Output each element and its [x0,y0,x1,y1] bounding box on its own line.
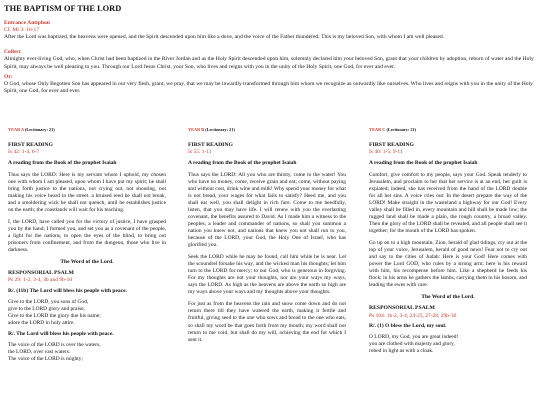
header-section [4,4,536,98]
year-heading [188,127,346,132]
column-year-a [8,127,166,367]
year-label: YEAR C [369,127,386,132]
lectionary-number: (Lectionary: 21) [24,127,55,132]
first-reading-label: FIRST READING [188,142,233,148]
reading-paragraph: Thus says the LORD: All you who are thirsty, come to the water! You who have no money, come, receive grain and eat; come, without paying and without cost, drink wine and milk! Why spend your money for what is not bread, your wages for what fails to satisfy? Heed me, and you shall eat well, you shall delight in rich fare. Come to me heedfully, listen, that you may have life. I will renew with you the everlasting covenant, the benefits assured to David. As I made him a witness to the peoples, a leader and commander of nations, so shall you summon a nation you knew not, and nations that knew you not shall run to you, because of the LORD, your God, the Holy One of Israel, who has glorified you. [188,171,346,249]
page-title: THE BAPTISM OF THE LORD [4,4,122,13]
year-label: YEAR B [188,127,205,132]
lectionary-number: (Lectionary: 21) [386,127,417,132]
collect-heading: Collect [4,49,21,56]
word-of-the-lord: The Word of the Lord. [421,294,475,301]
psalm-response: R/. (11b) The Lord will bless his people with peace. [8,288,127,295]
reading-paragraph: Go up on to a high mountain, Zion, herald of glad tidings, cry out at the top of your voice, Jerusalem, herald of good news! Fear not to cry out and say to the cities of Judah: Here is your God! Here comes with power the Lord GOD, who rules by a strong arm; here is his reward with him, his recompense before him. Like a shepherd he feeds his flock; in his arms he gathers the lambs, carrying them in his bosom, and leading the ewes with care. [369,240,527,289]
entrance-antiphon-heading: Entrance Antiphon [4,20,50,27]
reading-paragraph: For just as from the heavens the rain and snow come down and do not return there till they have watered the earth, making it fertile and fruitful, giving seed to the one who sows and bread to the one who eats, so shall my word be that goes forth from my mouth; my word shall not return to me void, but shall do my will, achieving the end for which I sent it. [188,301,346,343]
year-label: YEAR A [8,127,24,132]
collect-or-label: Or: [4,73,13,80]
reading-paragraph: Seek the LORD while he may be found, call him while he is near. Let the scoundrel forsake his way, and the wicked man his thoughts; let him turn to the LORD for mercy; to our God, who is generous in forgiving. For my thoughts are not your thoughts, nor are your ways my ways, says the LORD. As high as the heavens are above the earth so high are my ways above your ways and my thoughts above your thoughts. [188,254,346,296]
word-of-the-lord: The Word of the Lord. [60,259,114,266]
responsorial-psalm-label: RESPONSORIAL PSALM [8,270,74,277]
reading-intro: A reading from the Book of the prophet Isaiah [369,160,478,166]
first-reading-reference: Is 42: 1-4, 6-7 [8,149,40,156]
year-heading [8,127,166,132]
column-year-b [188,127,346,349]
lectionary-number: (Lectionary: 21) [205,127,235,132]
reading-paragraph: Comfort, give comfort to my people, says your God. Speak tenderly to Jerusalem, and proclaim to her that her service is at an end, her guilt is expiated; indeed, she has received from the hand of the LORD double for all her sins. A voice cries out: In the desert prepare the way of the LORD! Make straight in the wasteland a highway for our God! Every valley shall be filled in, every mountain and hill shall be made low; the rugged land shall be made a plain, the rough country, a broad valley. Then the glory of the LORD shall be revealed, and all people shall see it together; for the mouth of the LORD has spoken. [369,171,527,235]
column-year-c [369,127,527,359]
reading-paragraph: I, the LORD, have called you for the victory of justice, I have grasped you by the hand; I formed you, and set you as a covenant of the people, a light for the nations, to open the eyes of the blind, to bring out prisoners from confinement, and from the dungeon, those who live in darkness. [8,219,166,254]
collect-text: Almighty ever-living God, who, when Christ had been baptized in the River Jordan and as the Holy Spirit descended upon him, solemnly declared him your beloved Son, grant that your children by adoption, reborn of water and the Holy Spirit, may always be well pleasing to you. Through our Lord Jesus Christ, your Son, who lives and reigns with you in the unity of the Holy Spirit, one God, for ever and ever. [4,56,534,70]
psalm-verse: O LORD, my God, you are great indeed! you are clothed with majesty and glory, robed in light as with a cloak. [369,334,459,355]
psalm-verse: The voice of the LORD is over the waters, the LORD, over vast waters. The voice of the LORD is mighty; [8,342,101,363]
responsorial-psalm-label: RESPONSORIAL PSALM [369,305,435,312]
entrance-antiphon-reference: Cf. Mt 3: 16-17 [4,27,40,34]
psalm-response-repeat: R/. The Lord will bless his people with peace. [8,331,114,338]
reading-paragraph: Thus says the LORD: Here is my servant whom I uphold, my chosen one with whom I am pleased, upon whom I have put my spirit; he shall bring forth justice to the nations, not crying out, not shouting, not making his voice heard in the street. a bruised reed he shall not break, and a smoldering wick he shall not quench, until he establishes justice on the earth; the coastlands will wait for his teaching. [8,171,166,214]
psalm-verse: Give to the LORD, you sons of God, give to the LORD glory and praise, Give to the LORD the glory due his name; adore the LORD in holy attire. [8,299,101,327]
responsorial-psalm-reference: Ps 104: 1b-2, 3-4, 24-25, 27-28, 29b-30 [369,312,457,319]
first-reading-label: FIRST READING [369,142,414,148]
responsorial-psalm-reference: Ps 29: 1-2, 3-4, 3b and 9b-10 [8,277,73,284]
entrance-antiphon-text: After the Lord was baptized, the heavens were opened, and the Spirit descended upon him like a dove, and the voice of the Father thundered: This is my beloved Son, with whom I am well pleased. [4,34,445,41]
first-reading-label: FIRST READING [8,142,53,148]
reading-intro: A reading from the Book of the prophet Isaiah [8,160,117,166]
psalm-response: R/. (1) O bless the Lord, my soul. [369,323,447,330]
first-reading-reference: Is 55: 1-11 [188,149,212,156]
collect-alternative-text: O God, whose Only Begotten Son has appeared in our very flesh, grant, we pray, that we may be inwardly transformed through him whom we recognize as outwardly like ourselves. Who lives and reigns with you in the unity of the Holy Spirit, one God, for ever and ever. [4,80,533,94]
reading-intro: A reading from the Book of the prophet Isaiah [188,160,297,166]
year-heading [369,127,527,132]
first-reading-reference: Is 40: 1-5, 9-11 [369,149,403,156]
